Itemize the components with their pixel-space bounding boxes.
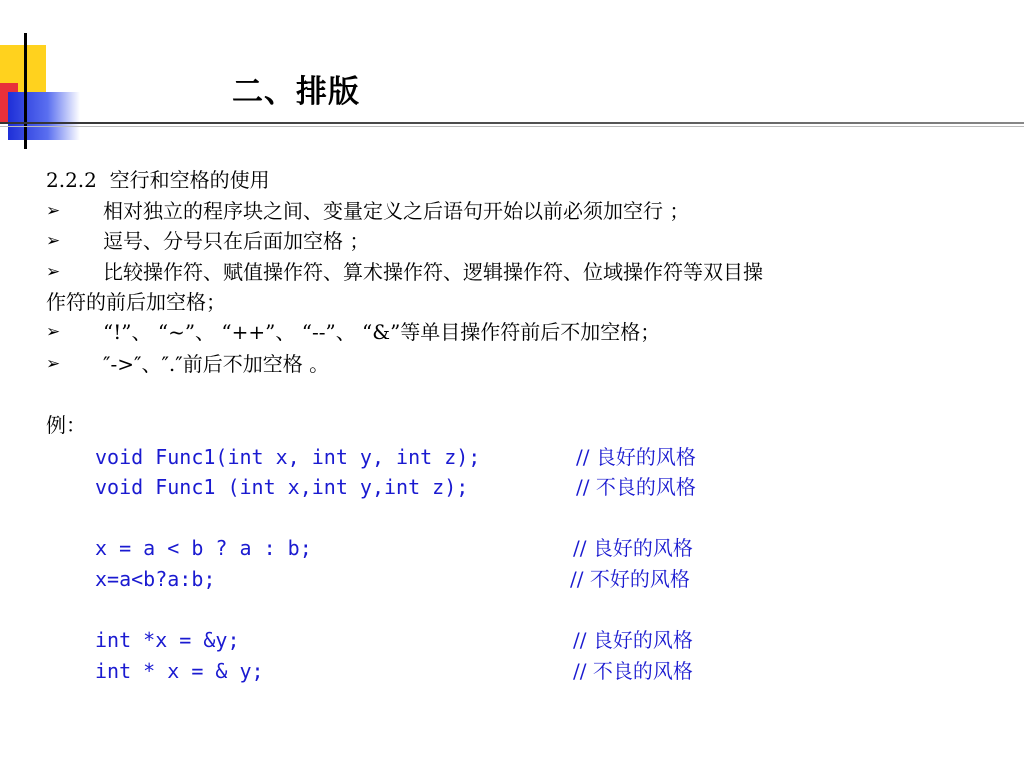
bullet-arrow-icon: ➢ [46, 354, 61, 374]
title-divider-shadow [0, 126, 1024, 127]
bullet-item: ″->″、″.″前后不加空格 。 [103, 352, 330, 376]
bullet-item: 逗号、分号只在后面加空格 ； [103, 229, 370, 253]
slide-logo-decoration [0, 0, 90, 150]
logo-vertical-line [24, 33, 27, 149]
bullet-item: “!”、 “~”、 “++”、 “--”、 “&”等单目操作符前后不加空格； [103, 320, 661, 344]
bullet-item: 比较操作符、赋值操作符、算术操作符、逻辑操作符、位域操作符等双目操 [103, 260, 763, 284]
bullet-arrow-icon: ➢ [46, 262, 61, 282]
bullet-item-continuation: 作符的前后加空格； [46, 290, 226, 314]
code-line: x = a < b ? a : b; [95, 536, 312, 560]
bullet-arrow-icon: ➢ [46, 322, 61, 342]
code-comment: // 不良的风格 [576, 475, 696, 499]
example-label: 例： [46, 413, 86, 437]
code-comment: // 不良的风格 [573, 659, 693, 683]
bullet-arrow-icon: ➢ [46, 201, 61, 221]
code-comment: // 良好的风格 [576, 445, 696, 469]
code-line: void Func1 (int x,int y,int z); [95, 475, 469, 499]
code-comment: // 良好的风格 [573, 628, 693, 652]
code-line: void Func1(int x, int y, int z); [95, 445, 481, 469]
code-line: x=a<b?a:b; [95, 567, 216, 591]
code-line: int * x = & y; [95, 659, 264, 683]
logo-blue-gradient [8, 92, 80, 140]
title-divider [0, 122, 1024, 124]
code-line: int *x = &y; [95, 628, 240, 652]
code-comment: // 不好的风格 [570, 567, 690, 591]
bullet-arrow-icon: ➢ [46, 231, 61, 251]
bullet-item: 相对独立的程序块之间、变量定义之后语句开始以前必须加空行 ； [103, 199, 690, 223]
code-comment: // 良好的风格 [573, 536, 693, 560]
section-heading: 2.2.2 空行和空格的使用 [46, 168, 270, 192]
slide-title: 二、排版 [232, 74, 360, 110]
